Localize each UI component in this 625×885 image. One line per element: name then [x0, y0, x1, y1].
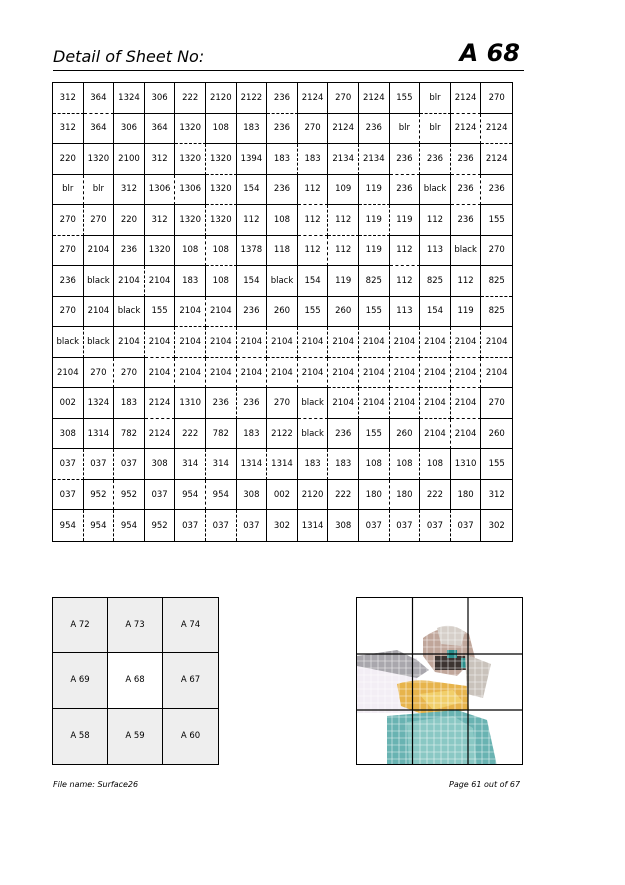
grid-cell: 270: [84, 205, 115, 236]
grid-cell: 037: [53, 449, 84, 480]
header: [53, 38, 524, 71]
grid-cell: 2104: [206, 297, 237, 328]
grid-cell: 108: [175, 236, 206, 267]
grid-cell: 270: [481, 388, 512, 419]
grid-cell: 312: [114, 175, 145, 206]
nav-sheet-cell: A 72: [53, 598, 108, 653]
grid-cell: 308: [328, 510, 359, 541]
grid-cell: 2104: [237, 327, 268, 358]
grid-cell: 155: [390, 83, 421, 114]
grid-cell: 183: [175, 266, 206, 297]
grid-cell: 2104: [175, 358, 206, 389]
grid-cell: 002: [267, 480, 298, 511]
grid-cell: 236: [481, 175, 512, 206]
grid-cell: 364: [84, 114, 115, 145]
grid-cell: 954: [206, 480, 237, 511]
grid-cell: 155: [145, 297, 176, 328]
grid-cell: 1324: [84, 388, 115, 419]
grid-cell: 2104: [328, 358, 359, 389]
grid-cell: black: [420, 175, 451, 206]
grid-cell: 270: [53, 297, 84, 328]
grid-cell: 1320: [175, 205, 206, 236]
grid-cell: 183: [237, 419, 268, 450]
grid-cell: black: [298, 388, 329, 419]
grid-cell: 2134: [328, 144, 359, 175]
grid-cell: 312: [481, 480, 512, 511]
grid-cell: 037: [451, 510, 482, 541]
grid-cell: 1310: [175, 388, 206, 419]
grid-cell: 2124: [145, 388, 176, 419]
grid-cell: 118: [267, 236, 298, 267]
grid-cell: 2104: [420, 327, 451, 358]
grid-cell: 183: [328, 449, 359, 480]
grid-cell: 2104: [267, 358, 298, 389]
grid-cell: 270: [114, 358, 145, 389]
grid-cell: 119: [328, 266, 359, 297]
grid-cell: 308: [53, 419, 84, 450]
grid-cell: 037: [206, 510, 237, 541]
grid-cell: 1324: [114, 83, 145, 114]
grid-cell: 119: [359, 175, 390, 206]
grid-cell: 112: [390, 236, 421, 267]
grid-cell: 825: [481, 266, 512, 297]
grid-cell: 236: [114, 236, 145, 267]
preview-thumbnail: [356, 597, 523, 765]
grid-cell: 037: [145, 480, 176, 511]
grid-cell: 183: [237, 114, 268, 145]
grid-cell: 2124: [451, 114, 482, 145]
grid-cell: 260: [481, 419, 512, 450]
grid-cell: 2124: [145, 419, 176, 450]
grid-cell: 108: [206, 266, 237, 297]
grid-cell: 312: [53, 114, 84, 145]
grid-cell: 314: [175, 449, 206, 480]
grid-cell: 108: [359, 449, 390, 480]
grid-cell: 2104: [298, 327, 329, 358]
grid-cell: 1306: [145, 175, 176, 206]
grid-cell: 183: [298, 144, 329, 175]
grid-cell: 364: [145, 114, 176, 145]
grid-cell: 222: [175, 83, 206, 114]
grid-cell: 154: [298, 266, 329, 297]
grid-cell: 113: [420, 236, 451, 267]
grid-cell: 037: [114, 449, 145, 480]
page-number: Page 61 out of 67: [449, 780, 521, 789]
grid-cell: 236: [237, 388, 268, 419]
grid-cell: 108: [420, 449, 451, 480]
grid-cell: 222: [328, 480, 359, 511]
grid-cell: 2104: [175, 297, 206, 328]
grid-cell: 2104: [481, 358, 512, 389]
grid-cell: 302: [267, 510, 298, 541]
grid-cell: 112: [390, 266, 421, 297]
preview-image: [357, 598, 523, 765]
grid-cell: 2104: [390, 388, 421, 419]
grid-cell: 2104: [451, 358, 482, 389]
grid-cell: 270: [328, 83, 359, 114]
grid-cell: 112: [328, 205, 359, 236]
grid-cell: 2104: [328, 388, 359, 419]
grid-cell: 119: [390, 205, 421, 236]
grid-cell: 2134: [359, 144, 390, 175]
grid-cell: 952: [114, 480, 145, 511]
grid-cell: 260: [390, 419, 421, 450]
grid-cell: 112: [298, 175, 329, 206]
grid-cell: 1378: [237, 236, 268, 267]
grid-cell: 1314: [237, 449, 268, 480]
grid-cell: black: [267, 266, 298, 297]
grid-cell: 2104: [451, 327, 482, 358]
grid-cell: 155: [481, 449, 512, 480]
grid-cell: 260: [328, 297, 359, 328]
grid-cell: 2104: [359, 388, 390, 419]
grid-cell: 236: [451, 144, 482, 175]
grid-cell: 236: [359, 114, 390, 145]
grid-cell: 2124: [451, 83, 482, 114]
grid-cell: black: [53, 327, 84, 358]
grid-cell: 782: [114, 419, 145, 450]
grid-cell: 155: [481, 205, 512, 236]
grid-cell: 236: [451, 175, 482, 206]
grid-cell: 1314: [267, 449, 298, 480]
grid-cell: 155: [298, 297, 329, 328]
grid-cell: 1320: [175, 114, 206, 145]
grid-cell: 954: [175, 480, 206, 511]
grid-cell: 2104: [84, 236, 115, 267]
grid-cell: 113: [390, 297, 421, 328]
grid-cell: 109: [328, 175, 359, 206]
grid-cell: 2104: [359, 358, 390, 389]
grid-cell: 2104: [145, 358, 176, 389]
grid-cell: 155: [359, 297, 390, 328]
grid-cell: black: [298, 419, 329, 450]
grid-cell: 2104: [114, 327, 145, 358]
grid-cell: 1320: [206, 205, 237, 236]
grid-cell: 183: [114, 388, 145, 419]
page-title: Detail of Sheet No:: [53, 47, 205, 66]
grid-cell: blr: [84, 175, 115, 206]
grid-cell: 270: [53, 236, 84, 267]
nav-sheet-cell: A 73: [108, 598, 163, 653]
grid-cell: 2124: [481, 144, 512, 175]
grid-cell: 1394: [237, 144, 268, 175]
grid-cell: 1310: [451, 449, 482, 480]
grid-cell: 236: [328, 419, 359, 450]
grid-cell: 108: [206, 236, 237, 267]
grid-cell: 825: [420, 266, 451, 297]
grid-cell: 119: [359, 236, 390, 267]
grid-cell: 364: [84, 83, 115, 114]
grid-cell: 954: [53, 510, 84, 541]
grid-cell: 2104: [420, 388, 451, 419]
nav-sheet-cell: A 68: [108, 653, 163, 708]
grid-cell: 2104: [114, 266, 145, 297]
grid-cell: 2104: [390, 358, 421, 389]
grid-cell: 1320: [84, 144, 115, 175]
grid-cell: 037: [420, 510, 451, 541]
grid-cell: 2120: [298, 480, 329, 511]
grid-cell: 154: [237, 266, 268, 297]
grid-cell: black: [84, 327, 115, 358]
grid-cell: 782: [206, 419, 237, 450]
grid-cell: 222: [175, 419, 206, 450]
grid-cell: blr: [53, 175, 84, 206]
grid-cell: 220: [53, 144, 84, 175]
grid-cell: 270: [481, 83, 512, 114]
grid-cell: 002: [53, 388, 84, 419]
grid-cell: 119: [451, 297, 482, 328]
grid-cell: black: [114, 297, 145, 328]
grid-cell: 112: [298, 236, 329, 267]
grid-cell: 2122: [267, 419, 298, 450]
grid-cell: 954: [84, 510, 115, 541]
grid-cell: 312: [145, 144, 176, 175]
grid-cell: 2100: [114, 144, 145, 175]
nav-sheet-cell: A 74: [163, 598, 218, 653]
grid-cell: 2124: [359, 83, 390, 114]
grid-cell: 108: [390, 449, 421, 480]
grid-cell: 236: [267, 83, 298, 114]
grid-cell: 236: [267, 114, 298, 145]
grid-cell: 270: [481, 236, 512, 267]
grid-cell: 2122: [237, 83, 268, 114]
grid-cell: 037: [84, 449, 115, 480]
grid-cell: 260: [267, 297, 298, 328]
grid-cell: 037: [53, 480, 84, 511]
grid-cell: 1320: [206, 175, 237, 206]
grid-cell: 825: [359, 266, 390, 297]
nav-sheet-cell: A 58: [53, 709, 108, 764]
grid-cell: 112: [298, 205, 329, 236]
grid-cell: blr: [420, 83, 451, 114]
grid-cell: 2120: [206, 83, 237, 114]
grid-cell: 112: [237, 205, 268, 236]
grid-cell: blr: [390, 114, 421, 145]
grid-cell: 236: [53, 266, 84, 297]
grid-cell: 112: [328, 236, 359, 267]
grid-cell: 2104: [206, 358, 237, 389]
grid-cell: 236: [206, 388, 237, 419]
grid-cell: 2124: [298, 83, 329, 114]
sheet-navigator: [52, 597, 219, 765]
grid-cell: 037: [359, 510, 390, 541]
grid-cell: 236: [390, 144, 421, 175]
nav-sheet-cell: A 59: [108, 709, 163, 764]
grid-cell: 154: [237, 175, 268, 206]
grid-cell: 236: [451, 205, 482, 236]
nav-sheet-cell: A 60: [163, 709, 218, 764]
grid-cell: 2104: [267, 327, 298, 358]
grid-cell: 112: [420, 205, 451, 236]
grid-cell: blr: [420, 114, 451, 145]
grid-cell: 302: [488, 520, 505, 531]
grid-cell: 308: [145, 449, 176, 480]
grid-cell: 2104: [481, 327, 512, 358]
grid-cell: 2104: [237, 358, 268, 389]
nav-sheet-cell: A 69: [53, 653, 108, 708]
grid-cell: 952: [84, 480, 115, 511]
grid-cell: 2104: [328, 327, 359, 358]
grid-cell: 2104: [420, 419, 451, 450]
grid-cell: 2124: [481, 114, 512, 145]
grid-cell: 220: [114, 205, 145, 236]
grid-cell: 236: [267, 175, 298, 206]
grid-cell: 2104: [451, 419, 482, 450]
grid-cell: 2104: [390, 327, 421, 358]
grid-cell: 2124: [328, 114, 359, 145]
grid-cell: 236: [420, 144, 451, 175]
grid-cell: 119: [359, 205, 390, 236]
grid-cell: 2104: [145, 266, 176, 297]
grid-cell: 312: [53, 83, 84, 114]
grid-cell: 180: [390, 480, 421, 511]
nav-sheet-cell: A 67: [163, 653, 218, 708]
grid-cell: 155: [359, 419, 390, 450]
grid-cell: 108: [206, 114, 237, 145]
grid-cell: 1306: [175, 175, 206, 206]
grid-cell: 154: [420, 297, 451, 328]
grid-cell: 180: [359, 480, 390, 511]
grid-cell: 1320: [175, 144, 206, 175]
grid-cell: 308: [237, 480, 268, 511]
grid-cell: 037: [390, 510, 421, 541]
grid-cell: 112: [451, 266, 482, 297]
grid-cell: 270: [298, 114, 329, 145]
grid-cell: 270: [267, 388, 298, 419]
grid-cell: 2104: [420, 358, 451, 389]
color-code-grid: [52, 82, 513, 542]
grid-cell: 314: [206, 449, 237, 480]
grid-cell: 2104: [359, 327, 390, 358]
grid-cell: black: [451, 236, 482, 267]
grid-cell: 222: [420, 480, 451, 511]
grid-cell: 2104: [206, 327, 237, 358]
sheet-id: A 68: [459, 39, 520, 67]
grid-cell: 954: [114, 510, 145, 541]
grid-cell: 2104: [84, 297, 115, 328]
grid-cell: 183: [267, 144, 298, 175]
grid-cell: 306: [114, 114, 145, 145]
grid-cell: 825: [481, 297, 512, 328]
grid-cell: 1320: [206, 144, 237, 175]
grid-cell: 2104: [53, 358, 84, 389]
grid-cell: 037: [175, 510, 206, 541]
grid-cell: 1320: [145, 236, 176, 267]
grid-cell: 108: [267, 205, 298, 236]
grid-cell: black: [84, 266, 115, 297]
grid-cell: 312: [145, 205, 176, 236]
grid-cell: 2104: [451, 388, 482, 419]
grid-cell: 183: [298, 449, 329, 480]
grid-cell: 180: [451, 480, 482, 511]
grid-cell: 1314: [84, 419, 115, 450]
grid-cell: 236: [390, 175, 421, 206]
grid-cell: 236: [237, 297, 268, 328]
grid-cell: 270: [84, 358, 115, 389]
grid-cell: 1314: [298, 510, 329, 541]
grid-cell: 2104: [145, 327, 176, 358]
grid-cell: 270: [53, 205, 84, 236]
grid-cell: 037: [237, 510, 268, 541]
grid-cell: 306: [145, 83, 176, 114]
grid-cell: 2104: [298, 358, 329, 389]
file-name: File name: Surface26: [53, 780, 139, 789]
grid-cell: 952: [145, 510, 176, 541]
grid-cell: 2104: [175, 327, 206, 358]
